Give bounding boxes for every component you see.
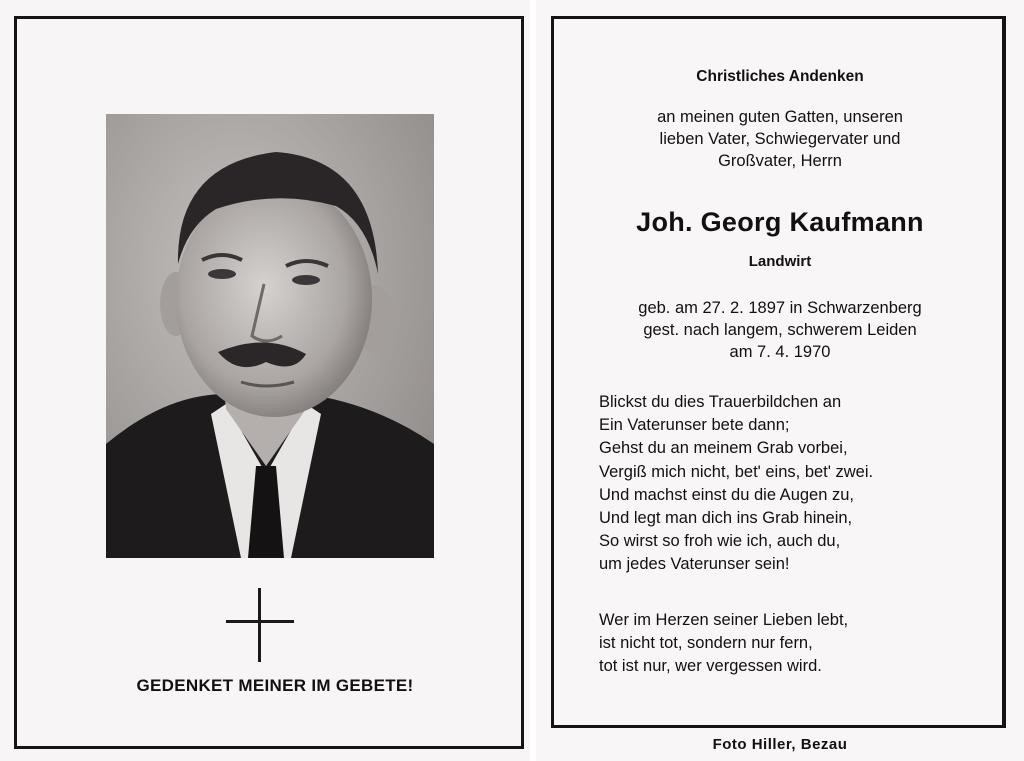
occupation: Landwirt xyxy=(748,253,812,270)
poem-line: Gehst du an meinem Grab vorbei, xyxy=(599,439,848,458)
dates-line: gest. nach langem, schwerem Leiden xyxy=(643,321,917,339)
dedication-text xyxy=(536,106,1024,172)
prayer-motto: GEDENKET MEINER IM GEBETE! xyxy=(136,676,414,695)
poem-line: Und legt man dich ins Grab hinein, xyxy=(599,509,853,528)
portrait-photo xyxy=(106,114,434,558)
poem-line: So wirst so froh wie ich, auch du, xyxy=(599,532,841,551)
poem-line: Ein Vaterunser bete dann; xyxy=(599,416,790,435)
dedication-line: an meinen guten Gatten, unseren xyxy=(657,108,903,126)
verse-line: Wer im Herzen seiner Lieben lebt, xyxy=(599,611,849,629)
closing-verse xyxy=(599,609,848,679)
memorial-poem xyxy=(599,391,873,577)
poem-line: Vergiß mich nicht, bet' eins, bet' zwei. xyxy=(599,462,874,481)
photo-credit: Foto Hiller, Bezau xyxy=(712,736,848,753)
dedication-line: lieben Vater, Schwiegervater und xyxy=(659,130,901,148)
card-heading: Christliches Andenken xyxy=(696,68,864,85)
verse-line: ist nicht tot, sondern nur fern, xyxy=(599,634,813,653)
memorial-card-back xyxy=(536,0,1024,761)
poem-line: Und machst einst du die Augen zu, xyxy=(599,485,854,504)
dates-line: geb. am 27. 2. 1897 in Schwarzenberg xyxy=(638,299,922,317)
life-dates xyxy=(536,297,1024,363)
poem-line: Blickst du dies Trauerbildchen an xyxy=(599,393,842,411)
dates-line: am 7. 4. 1970 xyxy=(729,343,831,361)
poem-line: um jedes Vaterunser sein! xyxy=(599,555,790,574)
dedication-line: Großvater, Herrn xyxy=(718,152,842,170)
cross-icon xyxy=(226,588,294,662)
deceased-name: Joh. Georg Kaufmann xyxy=(636,207,924,237)
verse-line: tot ist nur, wer vergessen wird. xyxy=(599,657,822,676)
